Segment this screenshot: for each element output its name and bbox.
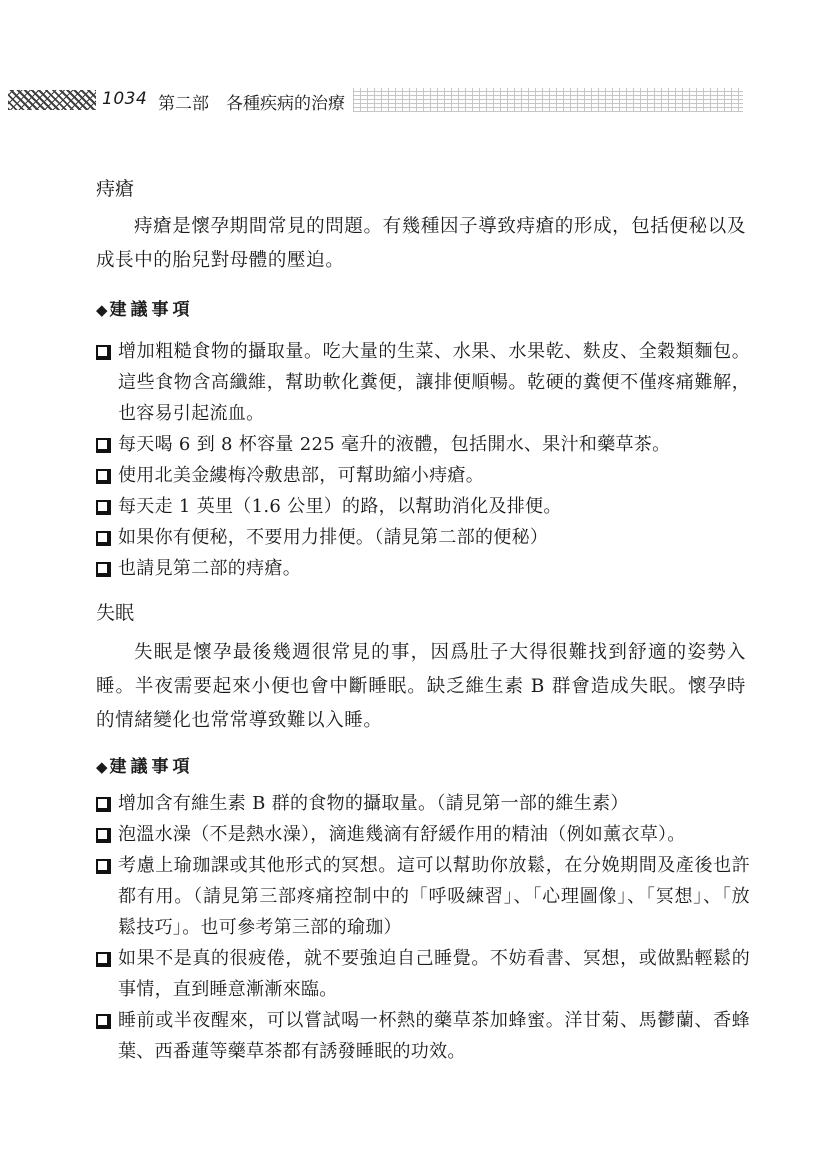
list-item-text: 如果你有便秘，不要用力排便。（請見第二部的便秘）	[118, 527, 549, 548]
checkbox-icon	[96, 1014, 109, 1027]
list-item-text: 使用北美金縷梅冷敷患部，可幫助縮小痔瘡。	[118, 465, 484, 486]
part-title: 第二部 各種疾病的治療	[158, 94, 345, 114]
checkbox-icon	[96, 531, 109, 544]
checkbox-icon	[96, 797, 109, 810]
page-number: 1034	[102, 89, 148, 109]
list-item	[96, 336, 750, 429]
list-item-text: 也請見第二部的痔瘡。	[118, 558, 301, 579]
section-intro-hemorrhoids: 痔瘡是懷孕期間常見的問題。有幾種因子導致痔瘡的形成，包括便秘以及成長中的胎兒對母體的壓迫。	[96, 216, 746, 271]
recommendation-list-insomnia	[96, 788, 750, 1067]
checkbox-icon	[96, 562, 109, 575]
list-item	[96, 819, 750, 850]
list-item-text: 泡溫水澡（不是熱水澡），滴進幾滴有舒緩作用的精油（例如薰衣草）。	[118, 824, 686, 845]
list-item	[96, 429, 750, 460]
recommendation-list-hemorrhoids	[96, 336, 750, 584]
list-item	[96, 943, 750, 1005]
section-intro-insomnia: 失眠是懷孕最後幾週很常見的事，因爲肚子大得很難找到舒適的姿勢入睡。半夜需要起來小便也會中斷睡眠。缺乏維生素 B 群會造成失眠。懷孕時的情緒變化也常常導致難以入睡。	[96, 642, 746, 731]
header-scan-noise-right	[353, 88, 743, 112]
list-item	[96, 553, 750, 584]
checkbox-icon	[96, 859, 109, 872]
list-item	[96, 788, 750, 819]
list-item-text: 每天喝 6 到 8 杯容量 225 毫升的液體，包括開水、果汁和藥草茶。	[118, 434, 671, 455]
list-item	[96, 850, 750, 943]
section-title-hemorrhoids: 痔瘡	[96, 178, 135, 200]
list-item	[96, 460, 750, 491]
list-item-text: 每天走 1 英里（1.6 公里）的路，以幫助消化及排便。	[118, 496, 562, 517]
subhead-label: 建議事項	[109, 757, 194, 777]
checkbox-icon	[96, 828, 109, 841]
list-item-text: 增加粗糙食物的攝取量。吃大量的生菜、水果、水果乾、麩皮、全穀類麵包。這些食物含高纖維，幫助軟化糞便，讓排便順暢。乾硬的糞便不僅疼痛難解，也容易引起流血。	[118, 341, 750, 424]
checkbox-icon	[96, 438, 109, 451]
subhead-label: 建議事項	[109, 300, 194, 320]
checkbox-icon	[96, 500, 109, 513]
checkbox-icon	[96, 345, 109, 358]
diamond-bullet-icon: ◆	[96, 758, 108, 776]
list-item	[96, 522, 750, 553]
list-item-text: 考慮上瑜珈課或其他形式的冥想。這可以幫助你放鬆，在分娩期間及產後也許都有用。（請見第三部疼痛控制中的「呼吸練習」、「心理圖像」、「冥想」、「放鬆技巧」。也可參考第三部的瑜珈）	[118, 855, 750, 938]
list-item-text: 睡前或半夜醒來，可以嘗試喝一杯熱的藥草茶加蜂蜜。洋甘菊、馬鬱蘭、香蜂葉、西番蓮等藥草茶都有誘發睡眠的功效。	[118, 1010, 750, 1062]
diamond-bullet-icon: ◆	[96, 301, 108, 319]
list-item-text: 增加含有維生素 B 群的食物的攝取量。（請見第一部的維生素）	[118, 793, 629, 814]
checkbox-icon	[96, 952, 109, 965]
list-item	[96, 1005, 750, 1067]
header-scan-noise-left	[8, 90, 96, 110]
subhead-recommendations-2	[96, 752, 194, 777]
list-item	[96, 491, 750, 522]
subhead-recommendations-1	[96, 295, 194, 320]
running-header	[8, 86, 738, 114]
checkbox-icon	[96, 469, 109, 482]
list-item-text: 如果不是真的很疲倦，就不要強迫自己睡覺。不妨看書、冥想，或做點輕鬆的事情，直到睡意漸漸來臨。	[118, 948, 750, 1000]
section-title-insomnia: 失眠	[96, 602, 135, 624]
